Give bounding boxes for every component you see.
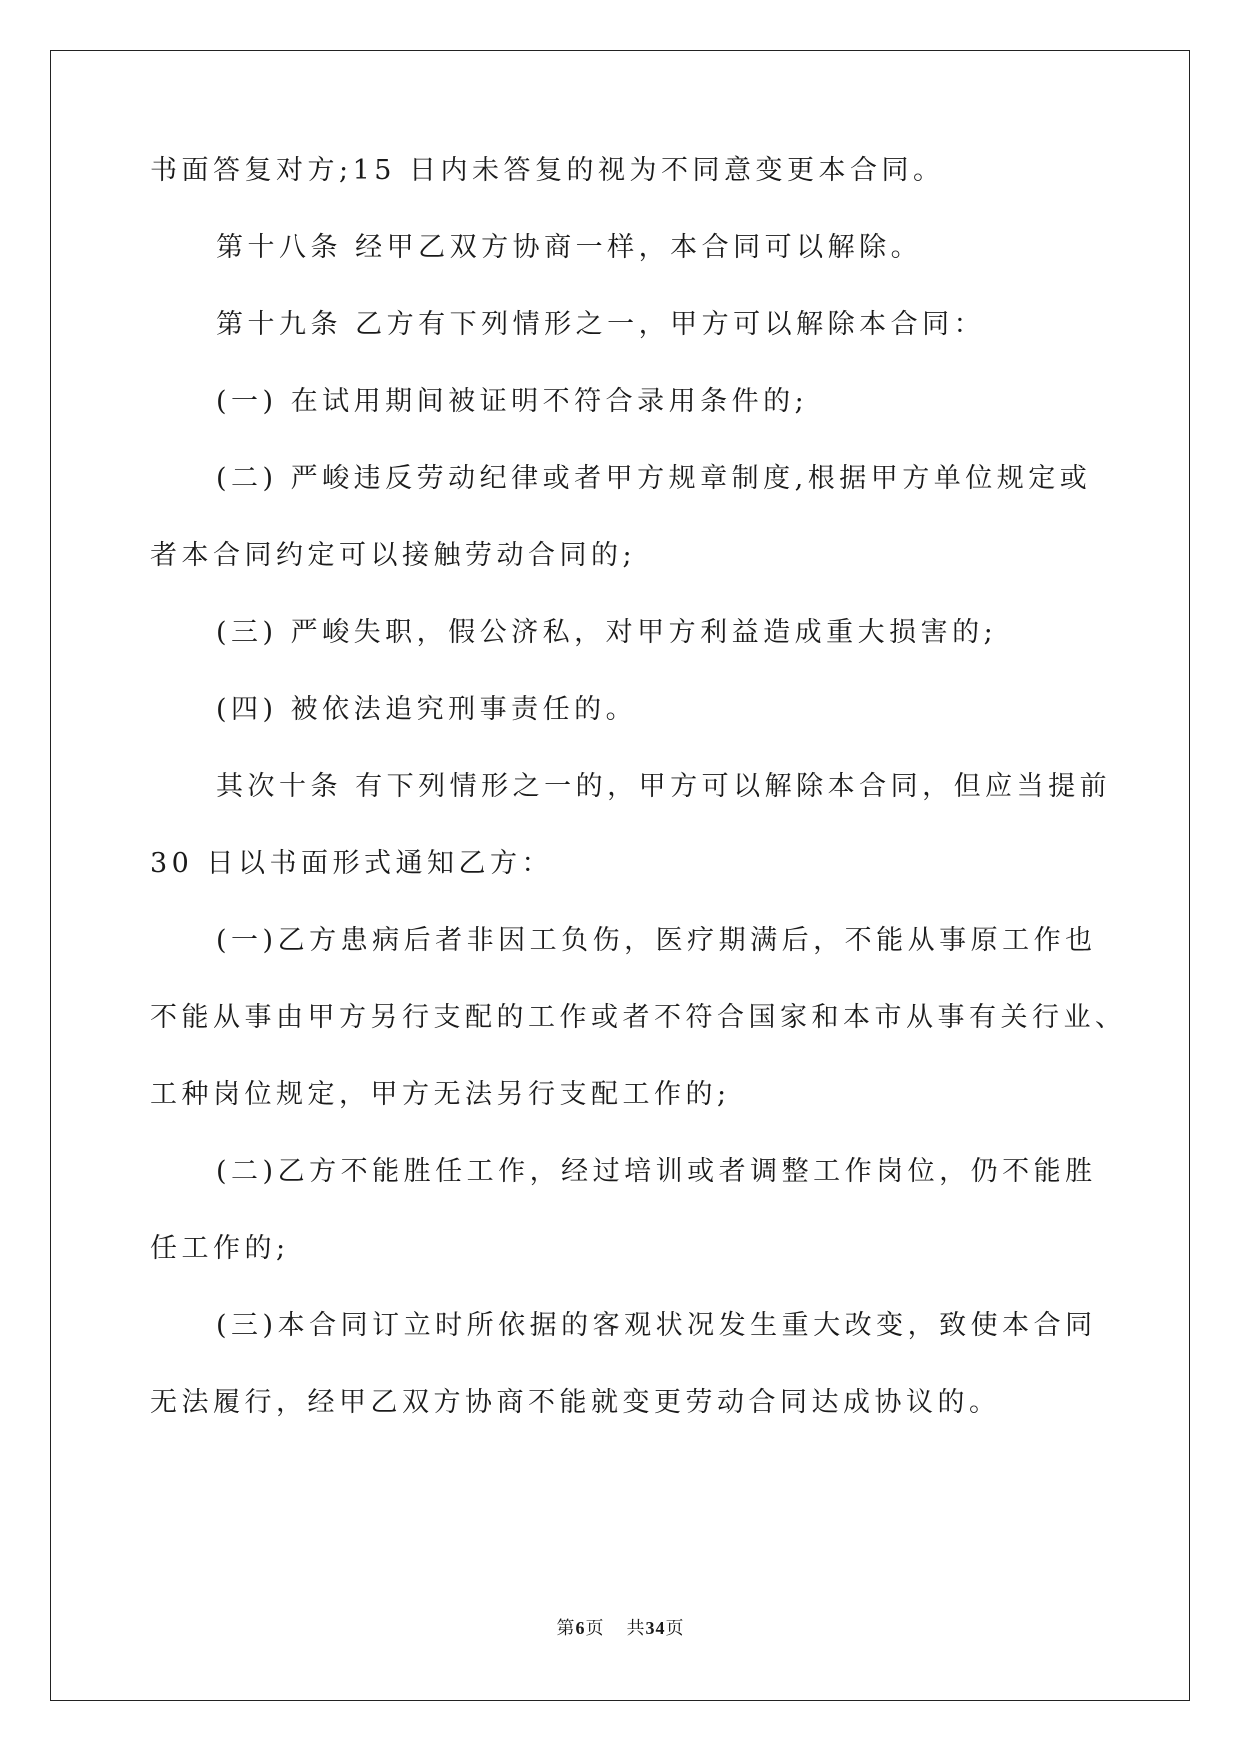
total-prefix: 共	[626, 1618, 646, 1639]
article-19-item-4: (四) 被依法追究刑事责任的。	[216, 694, 638, 725]
article-20-item-1-continued: 不能从事由甲方另行支配的工作或者不符合国家和本市从事有关行业、	[150, 1002, 1127, 1033]
page-suffix: 页	[585, 1618, 605, 1639]
total-suffix: 页	[665, 1618, 685, 1639]
article-20-line-continued: 30 日以书面形式通知乙方：	[150, 848, 553, 879]
document-body	[150, 0, 1127, 1600]
article-20-item-2: (二)乙方不能胜任工作，经过培训或者调整工作岗位，仍不能胜	[216, 1156, 1097, 1187]
article-19-item-2-continued: 者本合同约定可以接触劳动合同的;	[150, 540, 637, 571]
paragraph-line-1: 书面答复对方;15 日内未答复的视为不同意变更本合同。	[150, 155, 945, 186]
article-20-item-3-continued: 无法履行，经甲乙双方协商不能就变更劳动合同达成协议的。	[150, 1387, 1001, 1418]
article-20-item-2-continued: 任工作的;	[150, 1233, 290, 1264]
page-prefix: 第	[556, 1618, 576, 1639]
article-19-item-2: (二) 严峻违反劳动纪律或者甲方规章制度,根据甲方单位规定或	[216, 463, 1092, 494]
total-pages: 34	[645, 1618, 666, 1638]
page-footer	[0, 1614, 1241, 1640]
article-20-item-3: (三)本合同订立时所依据的客观状况发生重大改变，致使本合同	[216, 1310, 1097, 1341]
article-19-item-1: (一) 在试用期间被证明不符合录用条件的;	[216, 386, 809, 417]
article-20-line: 其次十条 有下列情形之一的，甲方可以解除本合同，但应当提前	[216, 771, 1112, 802]
article-18-line: 第十八条 经甲乙双方协商一样，本合同可以解除。	[216, 232, 923, 263]
page-number: 6	[575, 1618, 586, 1638]
article-20-item-1-continued-2: 工种岗位规定，甲方无法另行支配工作的;	[150, 1079, 731, 1110]
article-19-line: 第十九条 乙方有下列情形之一，甲方可以解除本合同：	[216, 309, 986, 340]
article-19-item-3: (三) 严峻失职，假公济私，对甲方利益造成重大损害的;	[216, 617, 998, 648]
article-20-item-1: (一)乙方患病后者非因工负伤，医疗期满后，不能从事原工作也	[216, 925, 1097, 956]
